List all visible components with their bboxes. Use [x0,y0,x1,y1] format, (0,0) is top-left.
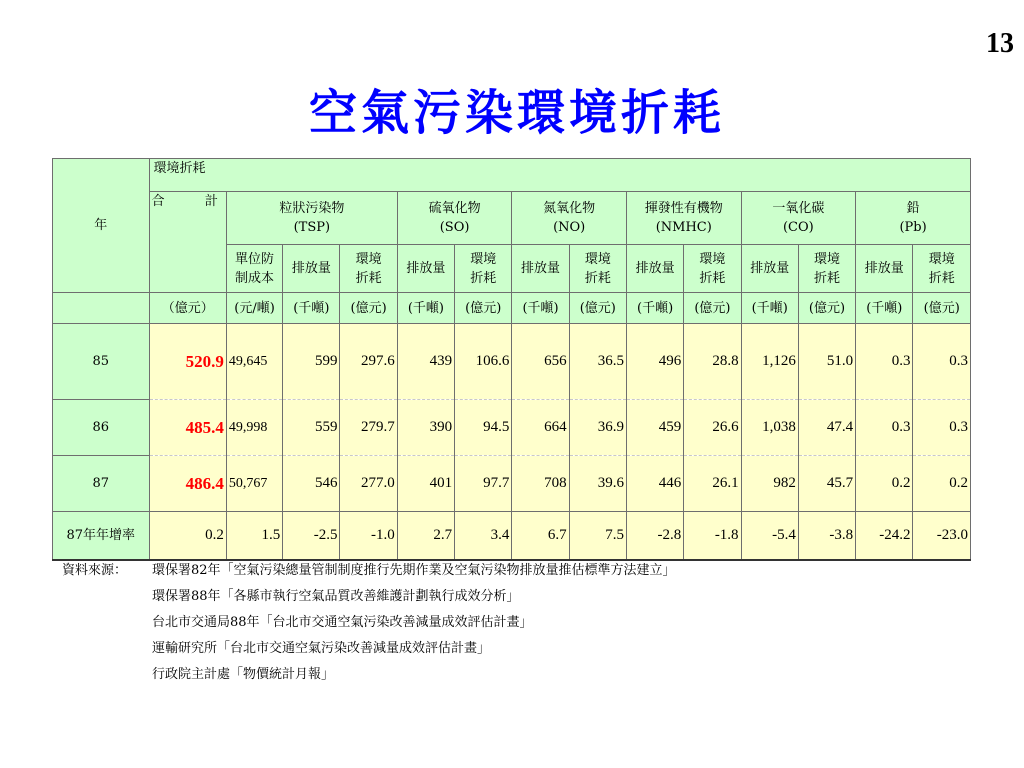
table-cell: 297.6 [340,324,397,400]
table-cell: 49,645 [226,324,282,400]
emission-header: 排放量 [856,245,913,293]
units-year [53,293,150,324]
table-row [53,400,971,456]
source-line: 運輸研究所「台北市交通空氣污染改善減量成效評估計畫」 [152,641,491,656]
units-emission: (千噸) [856,293,913,324]
growth-label: 87年年增率 [53,512,150,561]
table-row [53,324,971,400]
table-cell: 0.3 [913,324,971,400]
table-cell: 106.6 [455,324,512,400]
emission-header: 排放量 [283,245,340,293]
table-cell: 390 [397,400,454,456]
depletion-header: 環境 折耗 [684,245,741,293]
table-cell: 708 [512,456,569,512]
table-cell: 1,038 [741,400,798,456]
units-depletion: (億元) [455,293,512,324]
depletion-header: 環境 折耗 [569,245,626,293]
emission-header: 排放量 [512,245,569,293]
growth-cell: 3.4 [455,512,512,561]
units-depletion: (億元) [798,293,855,324]
table-cell: 26.6 [684,400,741,456]
table-cell: 0.3 [856,400,913,456]
emission-header: 排放量 [626,245,683,293]
table-cell: 26.1 [684,456,741,512]
table-cell: 1,126 [741,324,798,400]
page-number: 13 [986,28,1014,59]
env-depletion-header: 環境折耗 [149,159,971,192]
units-unit-cost: (元/噸) [226,293,282,324]
total-cell: 486.4 [149,456,226,512]
units-depletion: (億元) [340,293,397,324]
sources [62,558,676,688]
units-emission: (千噸) [741,293,798,324]
table-cell: 36.5 [569,324,626,400]
growth-row [53,512,971,561]
growth-cell: -1.0 [340,512,397,561]
table-cell: 51.0 [798,324,855,400]
year-cell: 86 [53,400,150,456]
depletion-header: 環境 折耗 [913,245,971,293]
table-cell: 97.7 [455,456,512,512]
source-line: 台北市交通局88年「台北市交通空氣污染改善減量成效評估計畫」 [152,615,533,630]
table-cell: 94.5 [455,400,512,456]
table-cell: 279.7 [340,400,397,456]
table-cell: 36.9 [569,400,626,456]
growth-cell: -3.8 [798,512,855,561]
table-cell: 446 [626,456,683,512]
growth-cell: -24.2 [856,512,913,561]
unit-cost-header: 單位防 制成本 [226,245,282,293]
growth-total: 0.2 [149,512,226,561]
total-header-b: 計 [204,194,218,209]
growth-cell: 7.5 [569,512,626,561]
year-cell: 87 [53,456,150,512]
depletion-header: 環境 折耗 [455,245,512,293]
table-row [53,456,971,512]
group-header: 粒狀污染物 (TSP) [226,192,397,245]
group-header: 氮氧化物 (NO) [512,192,627,245]
group-header: 硫氧化物 (SO) [397,192,512,245]
growth-cell: -1.8 [684,512,741,561]
depletion-header: 環境 折耗 [798,245,855,293]
units-depletion: (億元) [684,293,741,324]
total-header [149,192,226,293]
source-line: 環保署88年「各縣市執行空氣品質改善維護計劃執行成效分析」 [152,589,520,604]
table-cell: 50,767 [226,456,282,512]
table-cell: 546 [283,456,340,512]
slide-title: 空氣污染環境折耗 [308,85,725,141]
units-emission: (千噸) [397,293,454,324]
growth-cell: -2.8 [626,512,683,561]
growth-cell: -23.0 [913,512,971,561]
source-line: 環保署82年「空氣污染總量管制制度推行先期作業及空氣污染物排放量推估標準方法建立」 [152,563,676,578]
table-cell: 982 [741,456,798,512]
emission-header: 排放量 [741,245,798,293]
growth-cell: 1.5 [226,512,282,561]
growth-cell: 6.7 [512,512,569,561]
table-cell: 496 [626,324,683,400]
units-emission: (千噸) [626,293,683,324]
table-cell: 0.2 [913,456,971,512]
table-cell: 45.7 [798,456,855,512]
depletion-table [52,158,971,561]
units-depletion: (億元) [913,293,971,324]
total-cell: 520.9 [149,324,226,400]
table-cell: 599 [283,324,340,400]
table-cell: 47.4 [798,400,855,456]
table-cell: 664 [512,400,569,456]
group-header: 鉛 (Pb) [856,192,971,245]
total-header-a: 合 [151,194,165,209]
depletion-header: 環境 折耗 [340,245,397,293]
total-cell: 485.4 [149,400,226,456]
year-header: 年 [53,159,150,293]
table-cell: 559 [283,400,340,456]
table-cell: 439 [397,324,454,400]
growth-cell: 2.7 [397,512,454,561]
table-cell: 277.0 [340,456,397,512]
table-cell: 28.8 [684,324,741,400]
table-cell: 401 [397,456,454,512]
table-cell: 0.2 [856,456,913,512]
units-depletion: (億元) [569,293,626,324]
sources-label: 資料來源： [62,563,128,578]
units-total: （億元） [149,293,226,324]
emission-header: 排放量 [397,245,454,293]
growth-cell: -2.5 [283,512,340,561]
group-header: 揮發性有機物 (NMHC) [626,192,741,245]
growth-cell: -5.4 [741,512,798,561]
units-emission: (千噸) [512,293,569,324]
source-line: 行政院主計處「物價統計月報」 [152,667,335,682]
table-cell: 49,998 [226,400,282,456]
table-cell: 39.6 [569,456,626,512]
table-cell: 0.3 [856,324,913,400]
year-cell: 85 [53,324,150,400]
table-cell: 0.3 [913,400,971,456]
table-cell: 656 [512,324,569,400]
units-emission: (千噸) [283,293,340,324]
group-header: 一氧化碳 (CO) [741,192,856,245]
table-cell: 459 [626,400,683,456]
